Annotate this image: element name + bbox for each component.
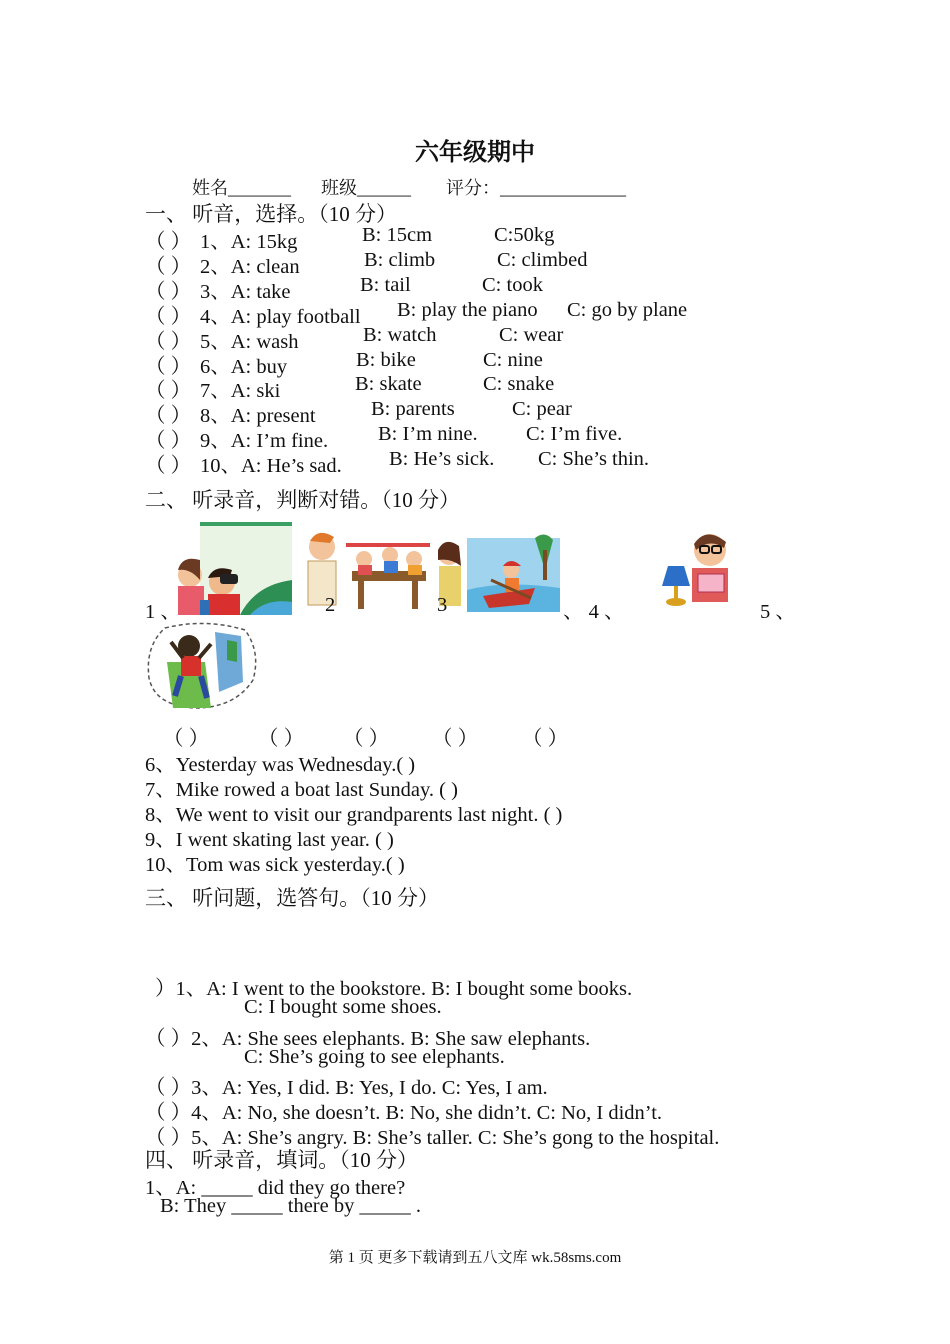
q10-option-a: 10、A: He’s sad.	[200, 455, 342, 477]
section-2-heading: 二、 听录音，判断对错。（10 分）	[145, 488, 460, 512]
statement-8: 8、We went to visit our grandparents last night. ( )	[145, 804, 563, 826]
q5-option-a: 5、A: wash	[200, 331, 299, 353]
q9-option-b: B: I’m nine.	[378, 423, 478, 445]
s4-q1-line1: 1、A: _____ did they go there?	[145, 1177, 406, 1199]
s3-q5-line1: （ ）5、A: She’s angry. B: She’s taller. C: She’s gong to the hospital.	[145, 1127, 720, 1149]
q2-option-c: C: climbed	[497, 249, 588, 271]
q6-paren: （ ）	[145, 356, 192, 378]
q1-paren: （ ）	[145, 231, 192, 253]
q2-option-a: 2、A: clean	[200, 256, 300, 278]
q9-paren: （ ）	[145, 430, 192, 452]
q10-option-b: B: He’s sick.	[389, 448, 495, 470]
q7-option-b: B: skate	[355, 373, 422, 395]
q4-option-c: C: go by plane	[567, 299, 688, 321]
statement-9: 9、I went skating last year. ( )	[145, 829, 394, 851]
s3-q4-line1: （ ）4、A: No, she doesn’t. B: No, she didn’t. C: No, I didn’t.	[145, 1102, 663, 1124]
picture-3-answer: （ ）	[343, 728, 390, 750]
s3-q1-line1: ）1、A: I went to the bookstore. B: I bought some books.	[155, 978, 633, 1000]
q10-paren: （ ）	[145, 455, 192, 477]
q3-option-c: C: took	[482, 274, 543, 296]
picture-4-answer: （ ）	[432, 728, 479, 750]
q5-option-b: B: watch	[363, 324, 437, 346]
picture-number-2: 2	[325, 594, 336, 616]
q3-option-b: B: tail	[360, 274, 411, 296]
q4-option-b: B: play the piano	[397, 299, 538, 321]
statement-7: 7、Mike rowed a boat last Sunday. ( )	[145, 779, 458, 801]
s3-q3-line1: （ ）3、A: Yes, I did. B: Yes, I do. C: Yes, I am.	[145, 1077, 548, 1099]
section-4-heading: 四、 听录音，填词。（10 分）	[145, 1148, 418, 1172]
q4-paren: （ ）	[145, 306, 192, 328]
q2-paren: （ ）	[145, 256, 192, 278]
picture-5-boy-climbing	[145, 622, 260, 710]
picture-5-answer: （ ）	[522, 728, 569, 750]
q7-option-a: 7、A: ski	[200, 380, 281, 402]
picture-number-5: 5 、	[760, 601, 796, 623]
picture-1-binoculars	[170, 520, 292, 615]
class-field-label: 班级______	[321, 178, 411, 198]
section-3-heading: 三、 听问题，选答句。（10 分）	[145, 886, 439, 910]
q2-option-b: B: climb	[364, 249, 436, 271]
page-footer: 第 1 页 更多下载请到五八文库 wk.58sms.com	[328, 1250, 622, 1266]
q1-option-a: 1、A: 15kg	[200, 231, 298, 253]
q8-option-a: 8、A: present	[200, 405, 316, 427]
q6-option-b: B: bike	[356, 349, 416, 371]
q3-paren: （ ）	[145, 281, 192, 303]
q1-option-b: B: 15cm	[362, 224, 433, 246]
q1-option-c: C:50kg	[494, 224, 555, 246]
q7-paren: （ ）	[145, 380, 192, 402]
q9-option-c: C: I’m five.	[526, 423, 623, 445]
picture-number-1: 1 、	[145, 601, 181, 623]
picture-number-3: 3	[437, 594, 448, 616]
picture-number-4: 、 4 、	[563, 601, 625, 623]
q4-option-a: 4、A: play football	[200, 306, 361, 328]
picture-4-boy-reading	[662, 530, 740, 608]
q9-option-a: 9、A: I’m fine.	[200, 430, 329, 452]
name-field-label: 姓名_______	[192, 178, 291, 198]
q3-option-a: 3、A: take	[200, 281, 291, 303]
picture-2-family-table	[300, 525, 430, 610]
q6-option-c: C: nine	[483, 349, 543, 371]
q10-option-c: C: She’s thin.	[538, 448, 650, 470]
q6-option-a: 6、A: buy	[200, 356, 288, 378]
q7-option-c: C: snake	[483, 373, 555, 395]
s3-q1-line2: C: I bought some shoes.	[244, 996, 442, 1018]
picture-1-answer: （ ）	[163, 728, 210, 750]
score-field-label: 评分：______________	[446, 178, 626, 198]
picture-2-answer: （ ）	[258, 728, 305, 750]
statement-6: 6、Yesterday was Wednesday.( )	[145, 754, 416, 776]
picture-3-rowing-boat	[435, 530, 560, 612]
page-title: 六年级期中	[415, 140, 535, 166]
q8-option-b: B: parents	[371, 398, 455, 420]
s3-q2-line2: C: She’s going to see elephants.	[244, 1046, 505, 1068]
q5-option-c: C: wear	[499, 324, 564, 346]
section-1-heading: 一、 听音，选择。（10 分）	[145, 202, 397, 226]
s3-q2-line1: （ ）2、A: She sees elephants. B: She saw elephants.	[145, 1028, 591, 1050]
s4-q1-line2: B: They _____ there by _____ .	[160, 1195, 421, 1217]
q8-option-c: C: pear	[512, 398, 572, 420]
q8-paren: （ ）	[145, 405, 192, 427]
q5-paren: （ ）	[145, 331, 192, 353]
statement-10: 10、Tom was sick yesterday.( )	[145, 854, 405, 876]
